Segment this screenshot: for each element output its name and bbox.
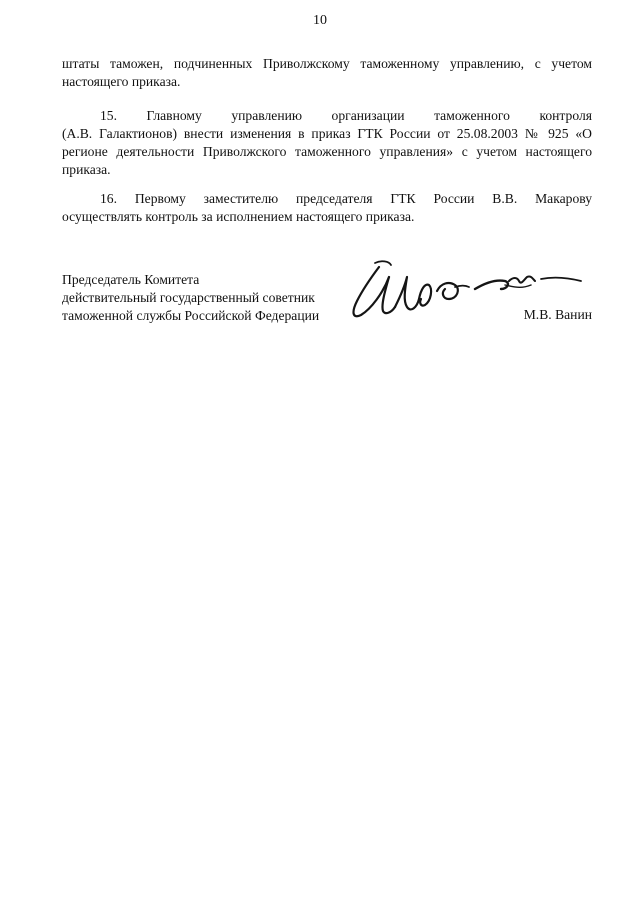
signatory-title-line: действительный государственный советник	[62, 290, 315, 305]
paragraph-line: приказа.	[62, 162, 111, 177]
paragraph-line: регионе деятельности Приволжского таможенного управления» с учетом настоящего	[62, 144, 592, 159]
paragraph-line: (А.В. Галактионов) внести изменения в приказ ГТК России от 25.08.2003 № 925 «О	[62, 126, 592, 141]
signatory-title-line: таможенной службы Российской Федерации	[62, 308, 320, 323]
paragraph-line: 16. Первому заместителю председателя ГТК России В.В. Макарову	[100, 191, 592, 206]
signatory-title	[62, 271, 352, 325]
page-number: 10	[313, 13, 327, 28]
paragraph-15	[62, 107, 592, 179]
paragraph-continued	[62, 55, 592, 91]
signatory-title-line: Председатель Комитета	[62, 272, 200, 287]
signer-name: М.В. Ванин	[523, 307, 592, 322]
paragraph-line: настоящего приказа.	[62, 74, 181, 89]
paragraph-line: 15. Главному управлению организации таможенного контроля	[100, 108, 592, 123]
paragraph-line: осуществлять контроль за исполнением настоящего приказа.	[62, 209, 415, 224]
paragraph-line: штаты таможен, подчиненных Приволжскому таможенному управлению, с учетом	[62, 56, 592, 71]
paragraph-16	[62, 190, 592, 226]
